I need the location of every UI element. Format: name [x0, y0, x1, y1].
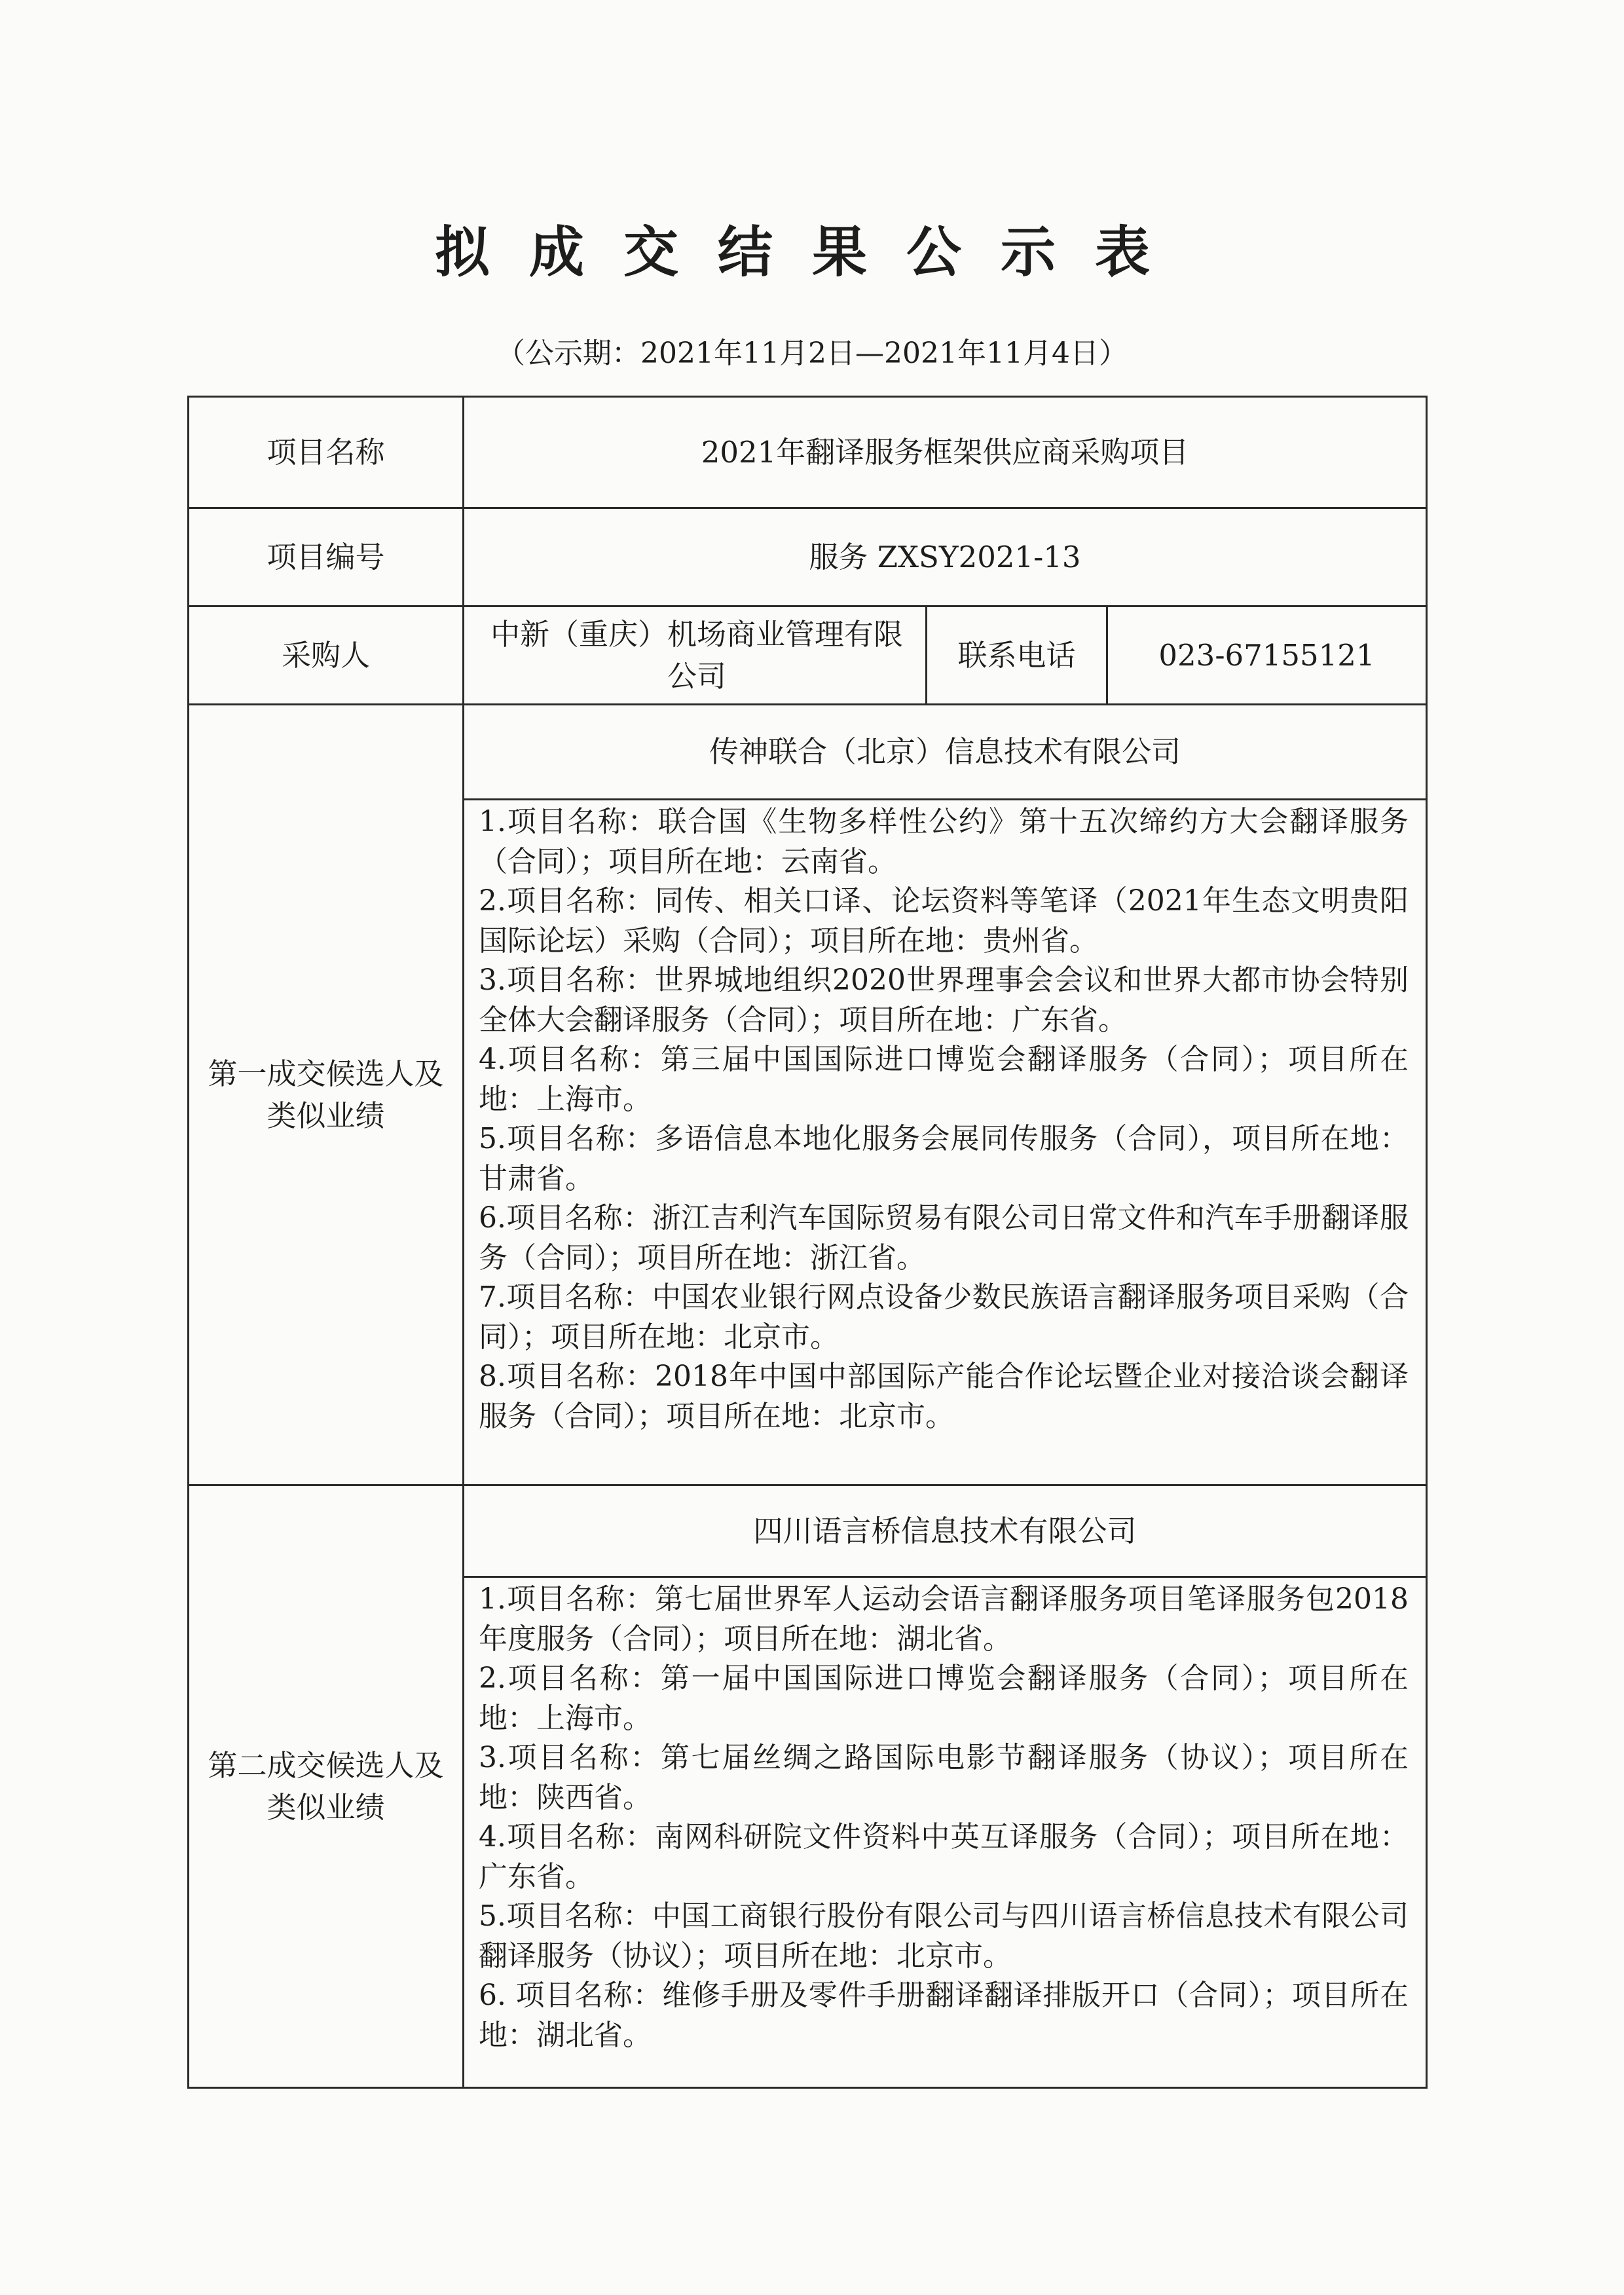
performance-item: 8.项目名称：2018年中国中部国际产能合作论坛暨企业对接洽谈会翻译服务（合同）；项目所在地：北京市。: [479, 1360, 1409, 1433]
phone-value: 023-67155121: [1158, 637, 1375, 673]
performance-item: 6.项目名称：浙江吉利汽车国际贸易有限公司日常文件和汽车手册翻译服务（合同）；项目所在地：浙江省。: [479, 1201, 1409, 1275]
performance-item: 3.项目名称：第七届丝绸之路国际电影节翻译服务（协议）；项目所在地：陕西省。: [479, 1741, 1409, 1814]
phone-label: 联系电话: [957, 637, 1076, 673]
candidate1-performance-list: [464, 802, 1426, 1436]
table-border-right: [1426, 396, 1428, 2089]
performance-item: 1.项目名称：第七届世界军人运动会语言翻译服务项目笔译服务包2018年度服务（合同）；项目所在地：湖北省。: [479, 1582, 1409, 1656]
publicity-period: （公示期：2021年11月2日—2021年11月4日）: [496, 337, 1128, 370]
performance-item: 1.项目名称：联合国《生物多样性公约》第十五次缔约方大会翻译服务（合同）；项目所在地：云南省。: [479, 805, 1409, 878]
project-number-value: 服务 ZXSY2021-13: [809, 539, 1081, 574]
performance-item: 2.项目名称：同传、相关口译、论坛资料等笔译（2021年生态文明贵阳国际论坛）采购（合同）；项目所在地：贵州省。: [479, 884, 1409, 958]
candidate2-company: 四川语言桥信息技术有限公司: [753, 1513, 1137, 1548]
performance-item: 4.项目名称：第三届中国国际进口博览会翻译服务（合同）；项目所在地：上海市。: [479, 1043, 1409, 1116]
performance-item: 5.项目名称：中国工商银行股份有限公司与四川语言桥信息技术有限公司翻译服务（协议）；项目所在地：北京市。: [479, 1899, 1409, 1973]
project-number-label: 项目编号: [267, 539, 385, 574]
performance-item: 4.项目名称：南网科研院文件资料中英互译服务（合同）；项目所在地：广东省。: [479, 1820, 1409, 1894]
candidate2-label: 第二成交候选人及类似业绩: [208, 1747, 444, 1825]
performance-item: 7.项目名称：中国农业银行网点设备少数民族语言翻译服务项目采购（合同）；项目所在地：北京市。: [479, 1280, 1409, 1354]
candidate1-label: 第一成交候选人及类似业绩: [208, 1056, 444, 1133]
performance-item: 6. 项目名称：维修手册及零件手册翻译翻译排版开口（合同）；项目所在地：湖北省。: [479, 1979, 1409, 2052]
project-name-label: 项目名称: [267, 434, 385, 470]
purchaser-value: 中新（重庆）机场商业管理有限公司: [490, 616, 903, 694]
table-border-bottom: [187, 2087, 1428, 2089]
candidate2-performance-list: [464, 1580, 1426, 2055]
page-title: 拟成交结果公示表: [434, 219, 1189, 284]
table-line: [462, 1576, 1428, 1578]
performance-item: 2.项目名称：第一届中国国际进口博览会翻译服务（合同）；项目所在地：上海市。: [479, 1662, 1409, 1735]
project-name-value: 2021年翻译服务框架供应商采购项目: [701, 434, 1189, 470]
performance-item: 3.项目名称：世界城地组织2020世界理事会会议和世界大都市协会特别全体大会翻译服务（合同）；项目所在地：广东省。: [479, 963, 1409, 1037]
purchaser-label: 采购人: [281, 637, 370, 673]
performance-item: 5.项目名称：多语信息本地化服务会展同传服务（合同），项目所在地：甘肃省。: [479, 1122, 1409, 1195]
table-line: [462, 798, 1428, 800]
candidate1-company: 传神联合（北京）信息技术有限公司: [709, 734, 1181, 769]
